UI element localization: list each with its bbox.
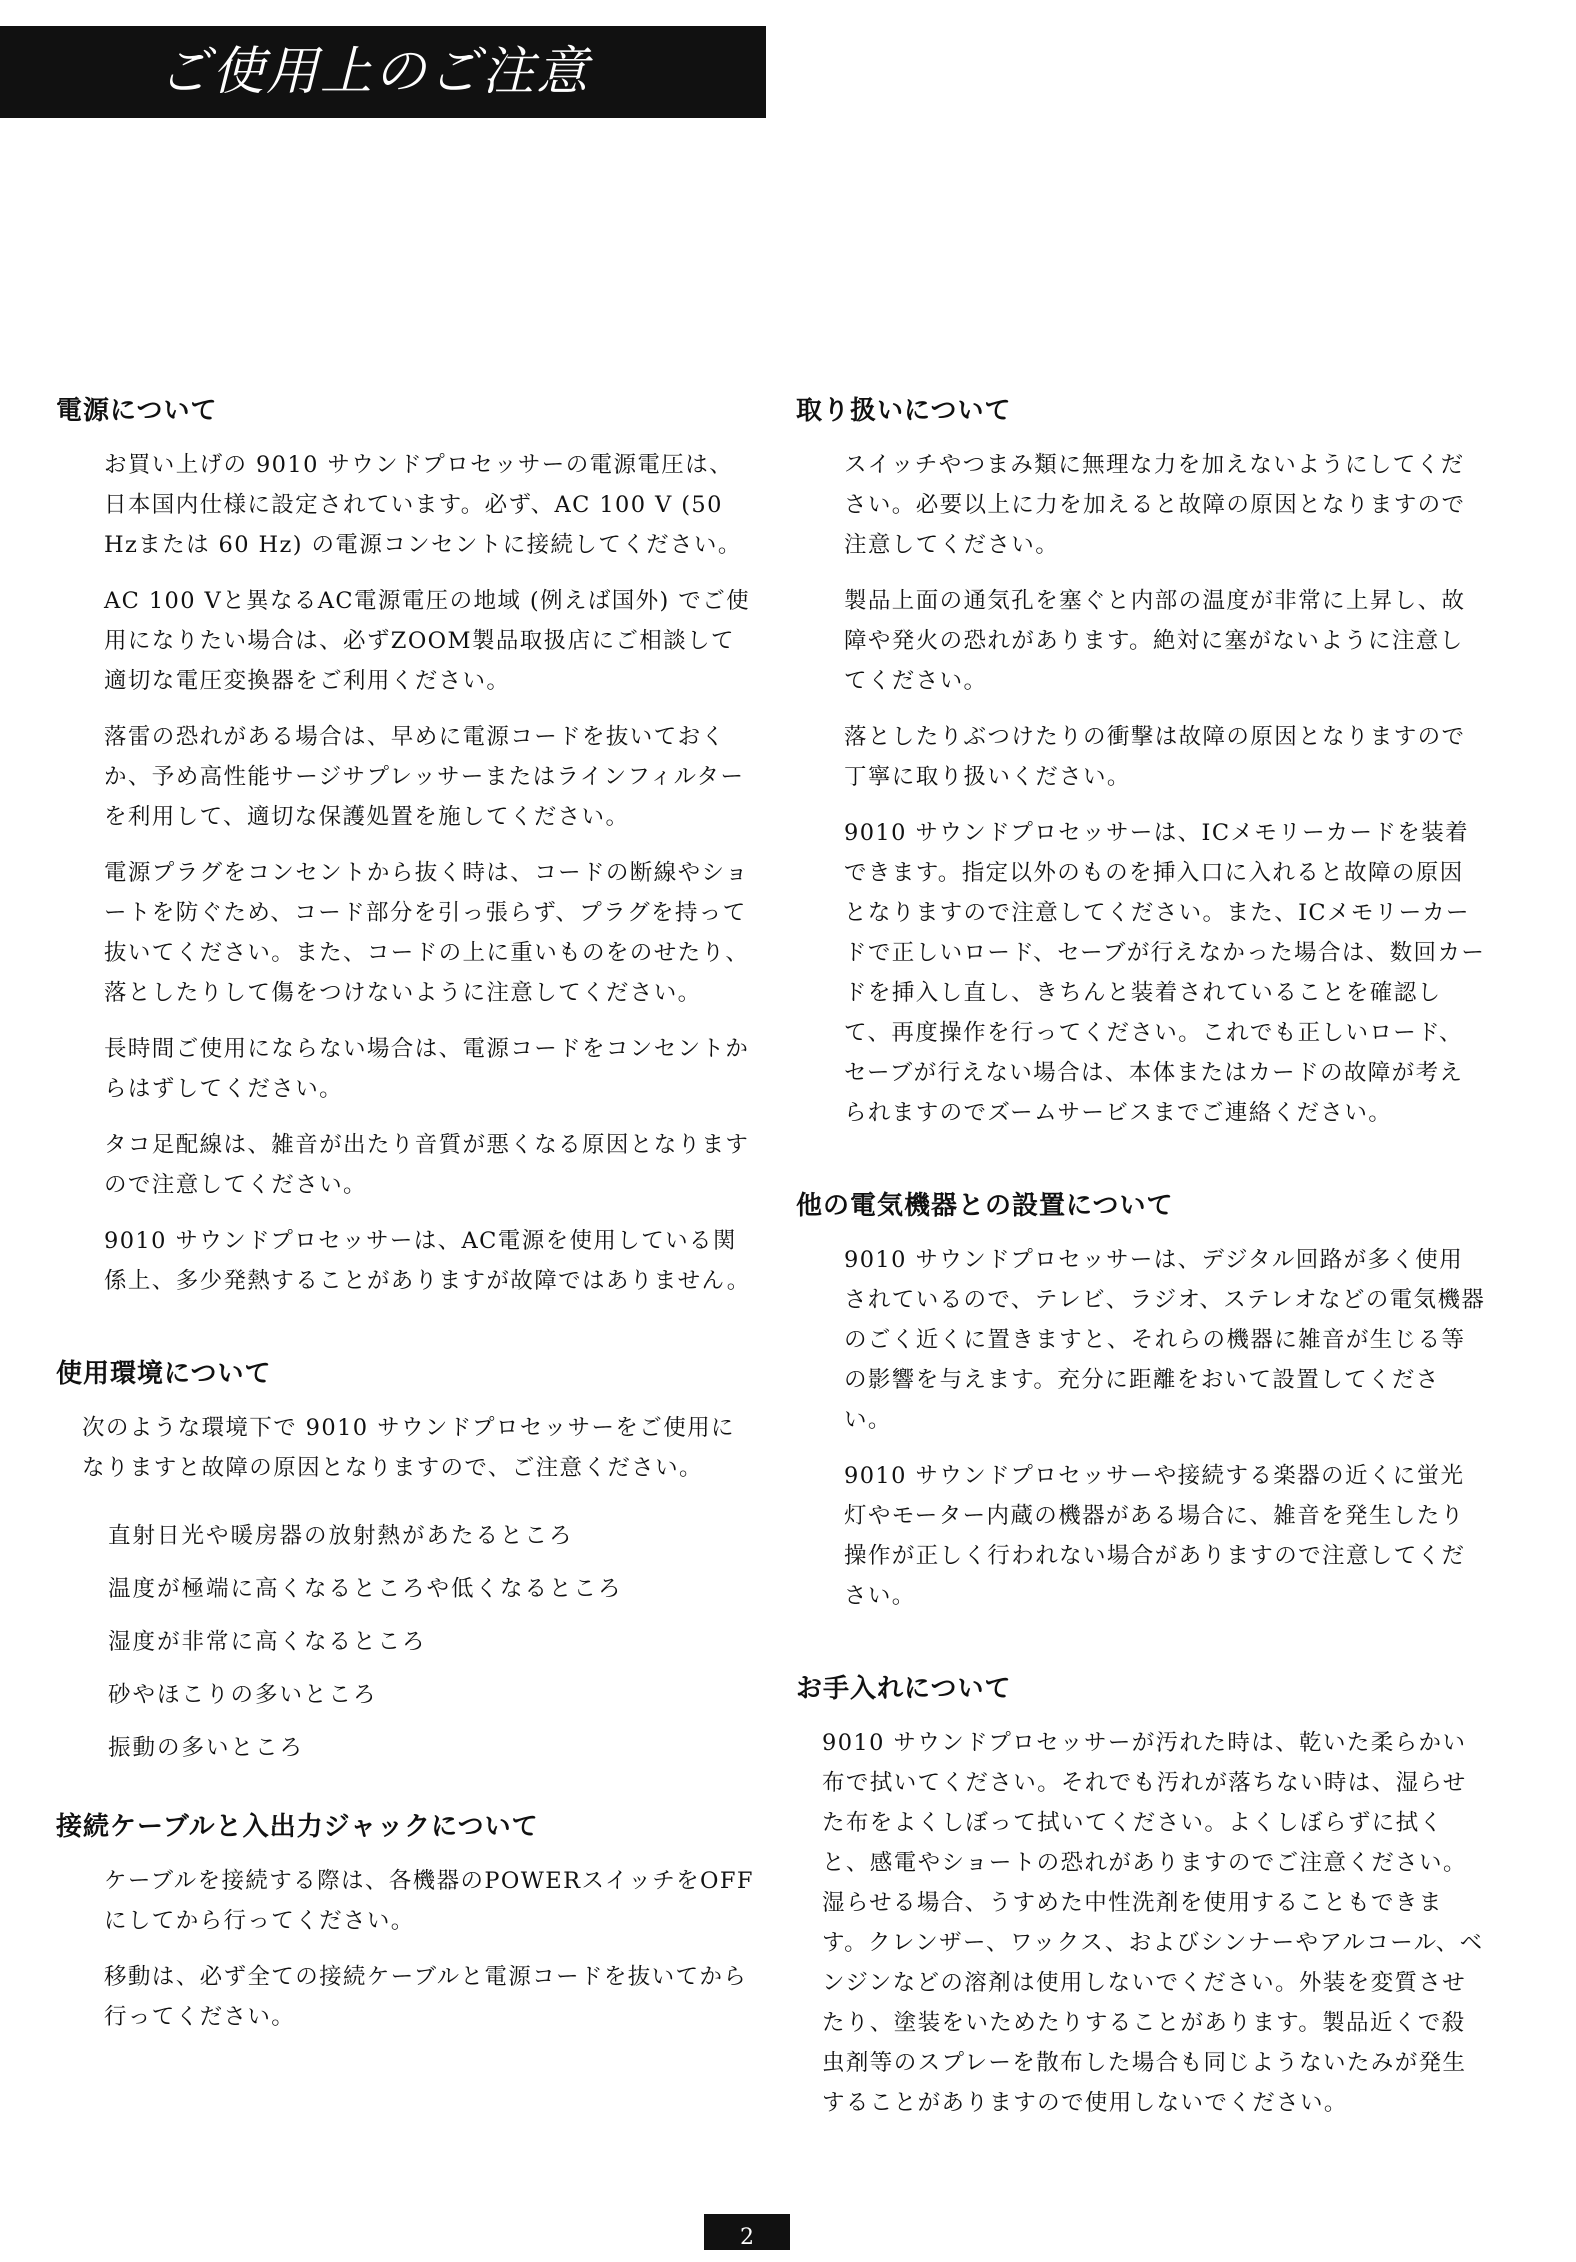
page-title: ご使用上のご注意 xyxy=(158,42,591,102)
list-item: 振動の多いところ xyxy=(108,1735,305,1761)
list-item: 湿度が非常に高くなるところ xyxy=(108,1629,427,1655)
cables-paragraph: ケーブルを接続する際は、各機器のPOWERスイッチをOFFにしてから行ってください。 xyxy=(104,1868,754,1934)
care-paragraph: 9010 サウンドプロセッサーが汚れた時は、乾いた柔らかい布で拭いてください。それでも汚れが落ちない時は、湿らせた布をよくしぼって拭いてください。よくしぼらずに拭くと、感電やショートの恐れがありますのでご注意ください。湿らせる場合、うすめた中性洗剤を使用することもできます。クレンザー、ワックス、およびシンナーやアルコール、ベンジンなどの溶剤は使用しないでください。外装を変質させたり、塗装をいためたりすることがあります。製品近くで殺虫剤等のスプレーを散布した場合も同じようないたみが発生することがありますので使用しないでください。 xyxy=(822,1730,1484,2116)
right-column xyxy=(796,390,1486,2175)
section-heading-environment: 使用環境について xyxy=(56,1359,272,1389)
handling-paragraph: スイッチやつまみ類に無理な力を加えないようにしてください。必要以上に力を加えると故障の原因となりますので注意してください。 xyxy=(844,452,1466,558)
environment-list xyxy=(108,1516,756,1768)
section-handling xyxy=(796,390,1486,1133)
section-heading-handling: 取り扱いについて xyxy=(796,396,1012,426)
section-heading-other-devices: 他の電気機器との設置について xyxy=(796,1191,1174,1221)
environment-intro: 次のような環境下で 9010 サウンドプロセッサーをご使用になりますと故障の原因となりますので、ご注意ください。 xyxy=(82,1415,735,1481)
handling-paragraph: 製品上面の通気孔を塞ぐと内部の温度が非常に上昇し、故障や発火の恐れがあります。絶対に塞がないように注意してください。 xyxy=(844,588,1466,694)
power-paragraph: お買い上げの 9010 サウンドプロセッサーの電源電圧は、日本国内仕様に設定されています。必ず、AC 100 V (50 Hzまたは 60 Hz) の電源コンセントに接続してください。 xyxy=(104,452,742,558)
section-environment xyxy=(56,1353,756,1768)
title-banner xyxy=(0,26,766,118)
handling-paragraph: 9010 サウンドプロセッサーは、ICメモリーカードを装着できます。指定以外のものを挿入口に入れると故障の原因となりますので注意してください。また、ICメモリーカードで正しいロード、セーブが行えなかった場合は、数回カードを挿入し直し、きちんと装着されていることを確認して、再度操作を行ってください。これでも正しいロード、セーブが行えない場合は、本体またはカードの故障が考えられますのでズームサービスまでご連絡ください。 xyxy=(844,820,1486,1126)
section-other-devices xyxy=(796,1185,1486,1616)
section-power xyxy=(56,390,756,1301)
left-column xyxy=(56,390,756,2089)
power-paragraph: タコ足配線は、雑音が出たり音質が悪くなる原因となりますので注意してください。 xyxy=(104,1132,750,1198)
power-paragraph: AC 100 Vと異なるAC電源電圧の地域 (例えば国外) でご使用になりたい場合は、必ずZOOM製品取扱店にご相談して適切な電圧変換器をご利用ください。 xyxy=(104,588,750,694)
cables-paragraph: 移動は、必ず全ての接続ケーブルと電源コードを抜いてから行ってください。 xyxy=(104,1964,748,2030)
section-heading-cables: 接続ケーブルと入出力ジャックについて xyxy=(56,1812,539,1842)
handling-paragraph: 落としたりぶつけたりの衝撃は故障の原因となりますので丁寧に取り扱いください。 xyxy=(844,724,1466,790)
other-devices-paragraph: 9010 サウンドプロセッサーや接続する楽器の近くに蛍光灯やモーター内蔵の機器がある場合に、雑音を発生したり操作が正しく行われない場合がありますので注意してください。 xyxy=(844,1463,1466,1609)
section-heading-care: お手入れについて xyxy=(796,1674,1012,1704)
power-paragraph: 長時間ご使用にならない場合は、電源コードをコンセントからはずしてください。 xyxy=(104,1036,750,1102)
page-number: 2 xyxy=(704,2214,790,2250)
list-item: 砂やほこりの多いところ xyxy=(108,1682,378,1708)
list-item: 温度が極端に高くなるところや低くなるところ xyxy=(108,1576,623,1602)
list-item: 直射日光や暖房器の放射熱があたるところ xyxy=(108,1523,574,1549)
power-paragraph: 電源プラグをコンセントから抜く時は、コードの断線やショートを防ぐため、コード部分を引っ張らず、プラグを持って抜いてください。また、コードの上に重いものをのせたり、落としたりして傷をつけないように注意してください。 xyxy=(104,860,750,1006)
section-heading-power: 電源について xyxy=(56,396,218,426)
section-cables xyxy=(56,1806,756,2037)
power-paragraph: 落雷の恐れがある場合は、早めに電源コードを抜いておくか、予め高性能サージサプレッサーまたはラインフィルターを利用して、適切な保護処置を施してください。 xyxy=(104,724,745,830)
section-care xyxy=(796,1668,1486,2123)
other-devices-paragraph: 9010 サウンドプロセッサーは、デジタル回路が多く使用されているので、テレビ、ラジオ、ステレオなどの電気機器のごく近くに置きますと、それらの機器に雑音が生じる等の影響を与えます。充分に距離をおいて設置してください。 xyxy=(844,1247,1486,1433)
power-paragraph: 9010 サウンドプロセッサーは、AC電源を使用している関係上、多少発熱することがありますが故障ではありません。 xyxy=(104,1228,751,1294)
